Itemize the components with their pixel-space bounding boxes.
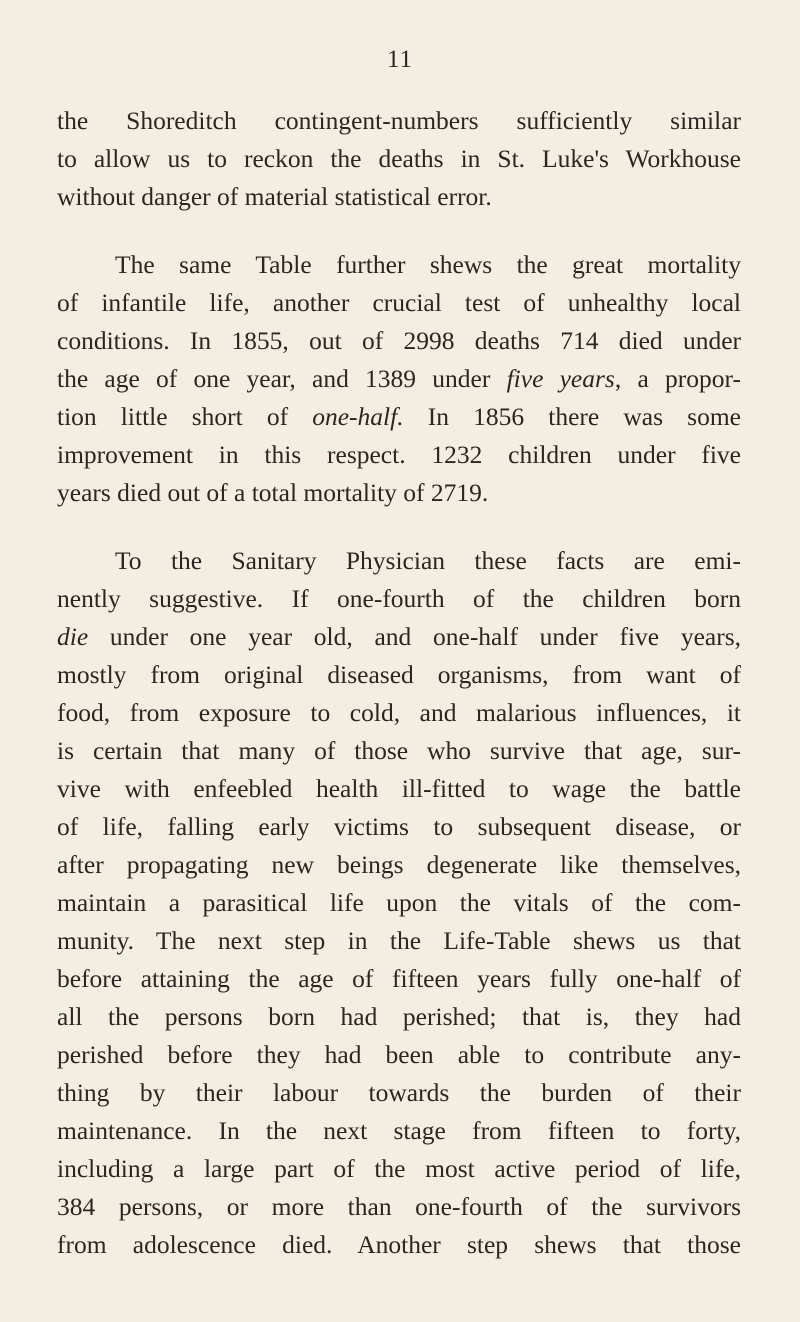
italic-text: five years [506, 364, 615, 393]
text-line: improvement in this respect. 1232 children under five [57, 440, 741, 469]
text-line: including a large part of the most active period of life, [57, 1154, 741, 1183]
text-line: To the Sanitary Physician these facts are emi- [115, 546, 741, 575]
text-line: of infantile life, another crucial test of unhealthy local [57, 288, 741, 317]
text-run: tion little short of [57, 402, 313, 431]
text-line: before attaining the age of fifteen years fully one-half of [57, 964, 741, 993]
paragraph-3 [57, 542, 741, 1264]
text-line: after propagating new beings degenerate like themselves, [57, 850, 741, 879]
paragraph-2 [57, 246, 741, 512]
text-line: years died out of a total mortality of 2719. [57, 478, 489, 507]
text-line: maintenance. In the next stage from fifteen to forty, [57, 1116, 741, 1145]
text-line: munity. The next step in the Life-Table shews us that [57, 926, 741, 955]
text-line [57, 398, 741, 436]
text-line: vive with enfeebled health ill-fitted to wage the battle [57, 774, 741, 803]
page-number: 11 [386, 46, 414, 73]
text-run: In 1856 there was some [403, 402, 741, 431]
text-line: The same Table further shews the great mortality [115, 250, 741, 279]
text-line: food, from exposure to cold, and malarious influences, it [57, 698, 741, 727]
text-run: under one year old, and one-half under five years, [88, 622, 741, 651]
text-line: 384 persons, or more than one-fourth of the survivors [57, 1192, 741, 1221]
text-line: maintain a parasitical life upon the vitals of the com- [57, 888, 741, 917]
italic-text: one-half. [312, 402, 404, 431]
text-line: nently suggestive. If one-fourth of the children born [57, 584, 741, 613]
text-line: of life, falling early victims to subsequent disease, or [57, 812, 741, 841]
text-line: to allow us to reckon the deaths in St. Luke's Workhouse [57, 144, 741, 173]
text-run: , a propor- [614, 364, 741, 393]
text-line: from adolescence died. Another step shews that those [57, 1230, 741, 1259]
text-line: the Shoreditch contingent-numbers sufficiently similar [57, 106, 741, 135]
text-line [57, 618, 741, 656]
text-line: all the persons born had perished; that is, they had [57, 1002, 741, 1031]
text-line [57, 360, 741, 398]
italic-text: die [57, 622, 89, 651]
text-line: thing by their labour towards the burden of their [57, 1078, 741, 1107]
paragraph-1 [57, 102, 741, 216]
text-line: is certain that many of those who survive that age, sur- [57, 736, 741, 765]
text-line: without danger of material statistical error. [57, 182, 492, 211]
text-line: conditions. In 1855, out of 2998 deaths 714 died under [57, 326, 741, 355]
text-run: the age of one year, and 1389 under [57, 364, 507, 393]
text-line: perished before they had been able to contribute any- [57, 1040, 741, 1069]
text-line: mostly from original diseased organisms, from want of [57, 660, 741, 689]
